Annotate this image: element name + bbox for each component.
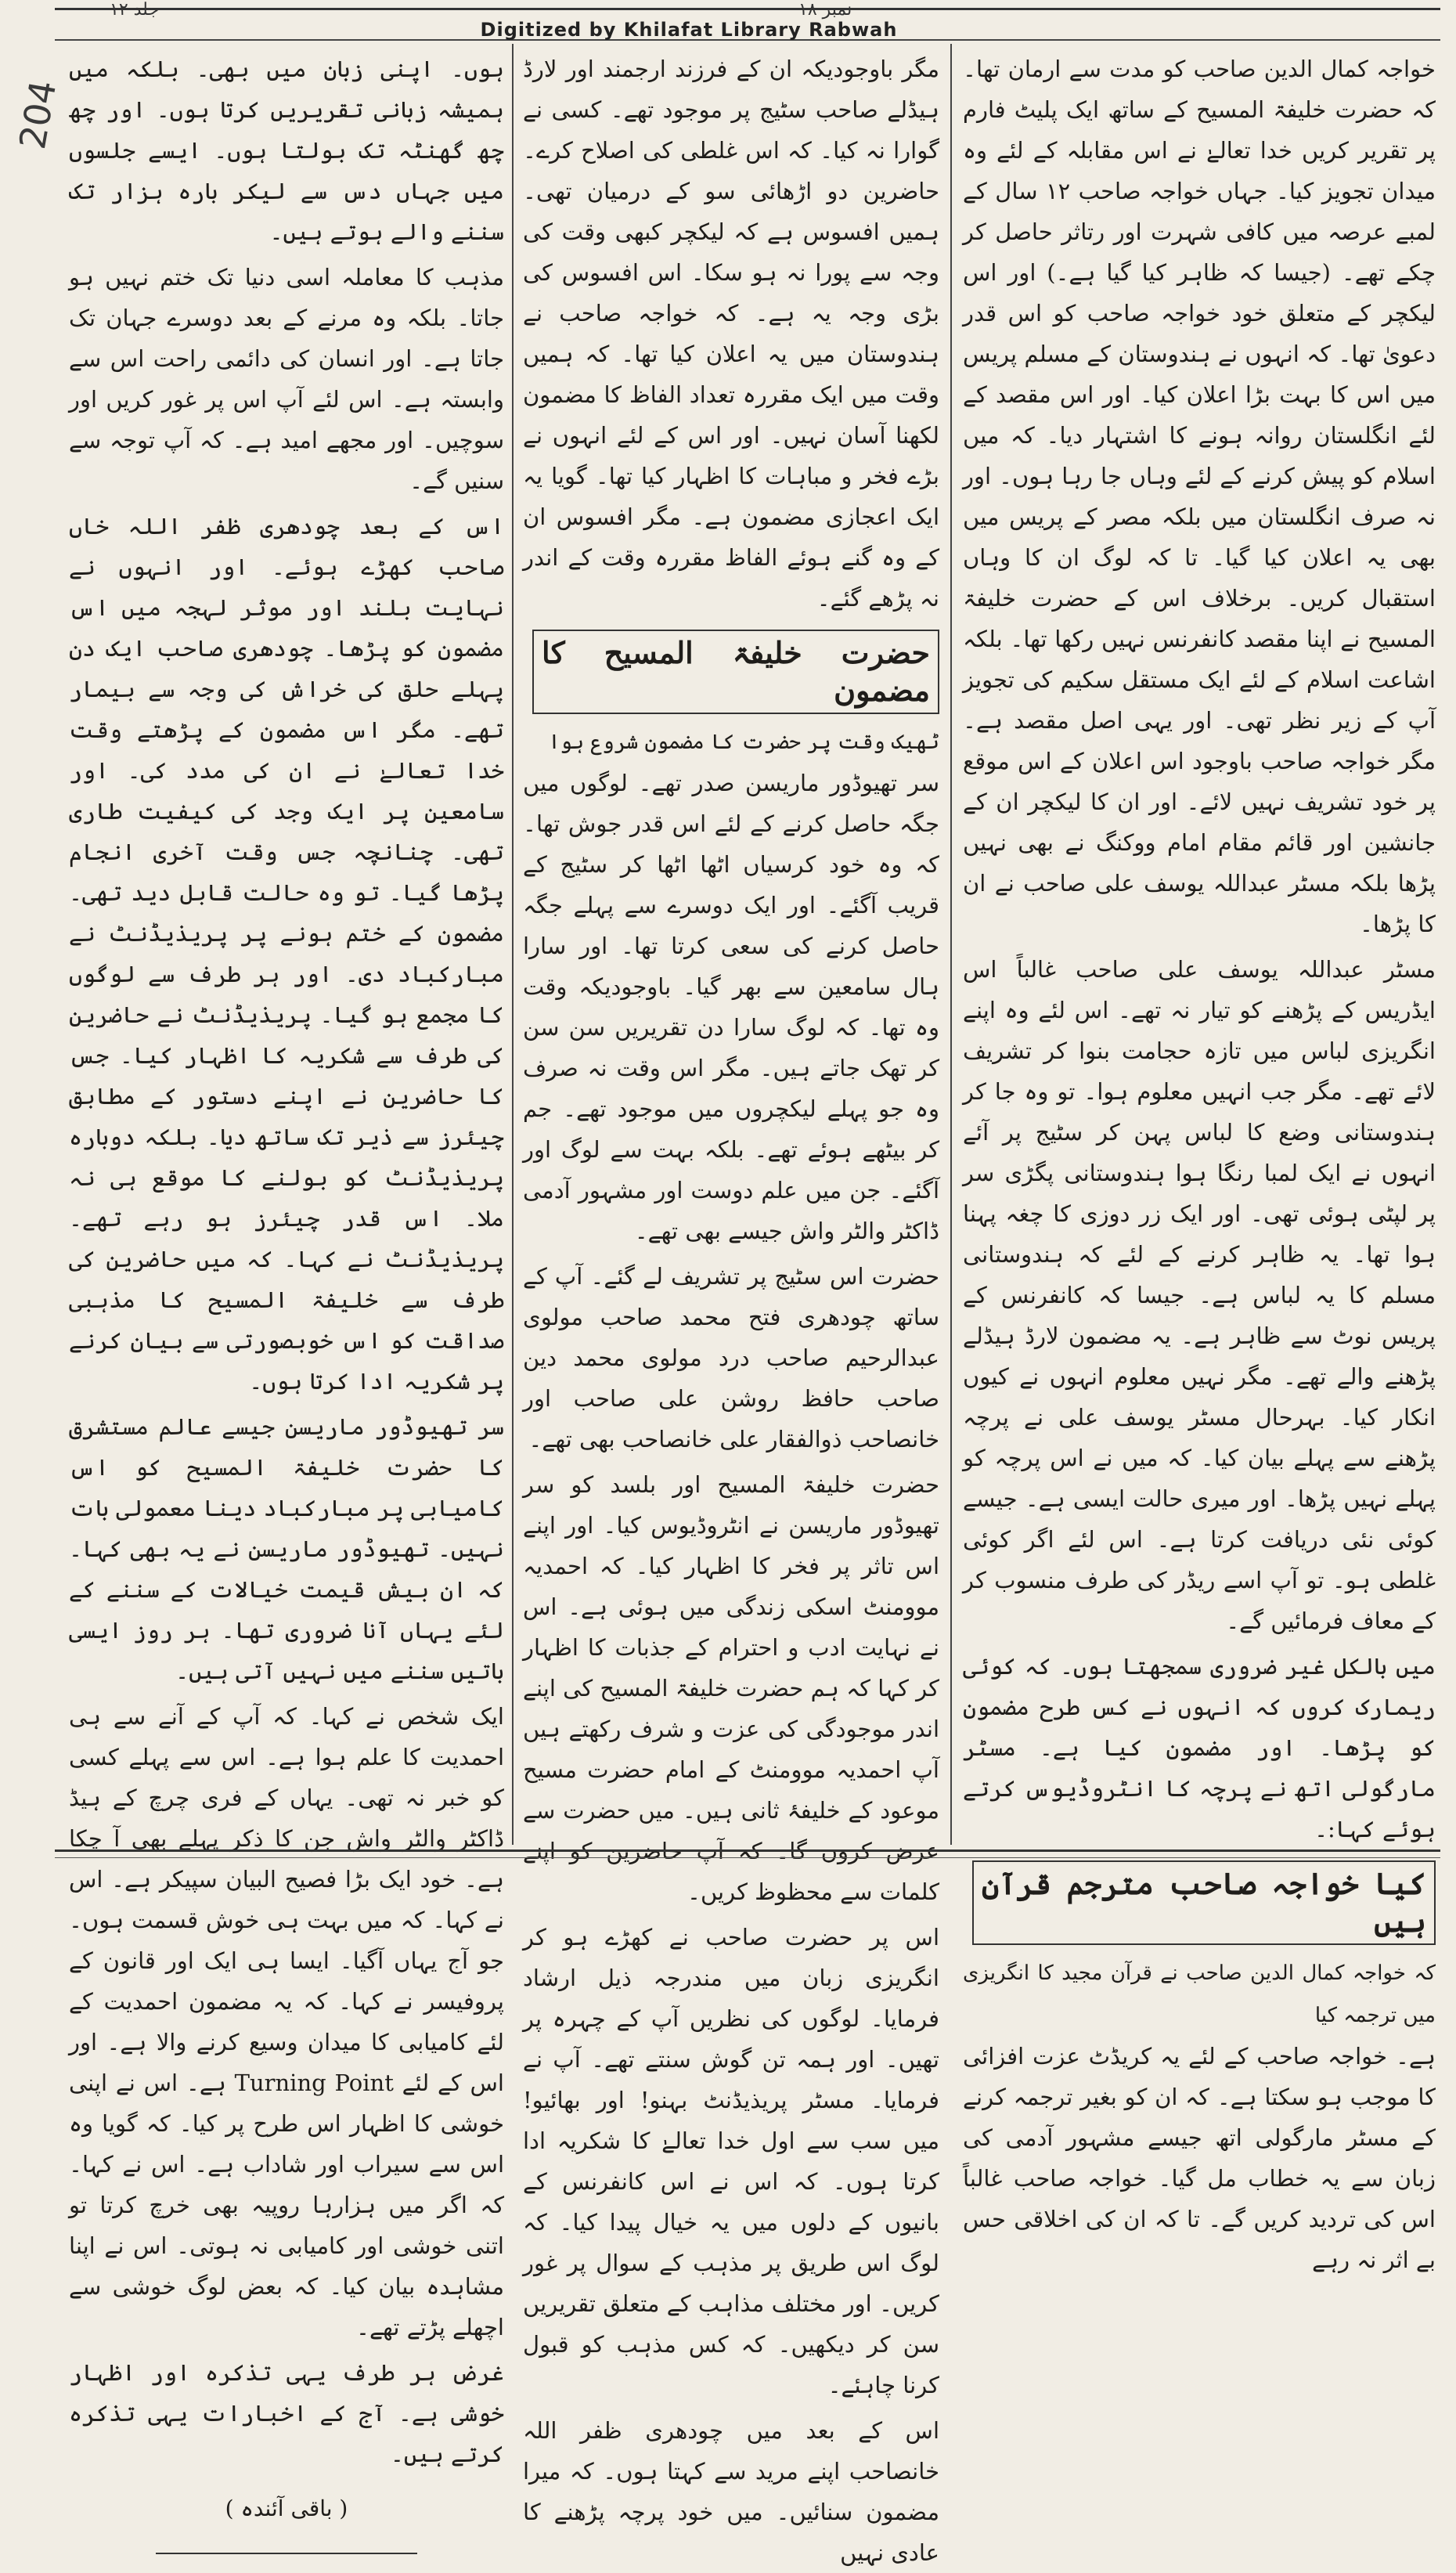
bottom-rule-secondary — [55, 1857, 1440, 1858]
header-fragment-right: نمبر ۱۸ — [798, 0, 852, 20]
paragraph: اس کے بعد چودھری ظفر اللہ خاں صاحب کھڑے ہوئے۔ اور انہوں نے نہایت بلند اور موثر لہجہ میں اس مضمون کو پڑھا۔ چودھری صاحب ایک دن پہلے حلق کی خراش کی وجہ سے بیمار تھے۔ مگر اس مضمون کے پڑھتے وقت خدا تعالےٰ نے ان کی مدد کی۔ اور سامعین پر ایک وجد کی کیفیت طاری تھی۔ چنانچہ جس وقت آخری انجام پڑھا گیا۔ تو وہ حالت قابل دید تھی۔ مضمون کے ختم ہونے پر پریذیڈنٹ نے مبارکباد دی۔ اور ہر طرف سے لوگوں کا مجمع ہو گیا۔ پریذیڈنٹ نے حاضرین کی طرف سے شکریہ کا اظہار کیا۔ جس کا حاضرین نے اپنے دستور کے مطابق چیئرز سے ذیر تک ساتھ دیا۔ بلکہ دوبارہ پریذیڈنٹ کو بولنے کا موقع ہی نہ ملا۔ اس قدر چیئرز ہو رہے تھے۔ پریذیڈنٹ نے کہا۔ کہ میں حاضرین کی طرف سے خلیفۃ المسیح کا مذہبی صداقت کو اس خوبصورتی سے بیان کرنے پر شکریہ ادا کرتا ہوں۔ — [69, 513, 504, 1395]
section-heading-block — [963, 1854, 1436, 2036]
continued-signoff: ( باقی آئندہ ) — [225, 2495, 348, 2521]
paragraph: حضرت خلیفۃ المسیح اور بلسد کو سر تھیوڈور ماریسن نے انٹروڈیوس کیا۔ اور اپنے اس تاثر پر فخر کا اظہار کیا۔ کہ احمدیہ موومنٹ اسکی زندگی میں ہوئی ہے۔ اس نے نہایت ادب و احترام کے جذبات کا اظہار کر کہا کہ ہم حضرت خلیفۃ المسیح کی اپنے اندر موجودگی کی عزت و شرف رکھتے ہیں آپ احمدیہ موومنٹ کے امام حضرت مسیح موعود کے خلیفۂ ثانی ہیں۔ میں حضرت سے عرض کروں گا۔ کہ آپ حاضرین کو اپنے کلمات سے محظوظ کریں۔ — [523, 1471, 939, 1905]
paragraph: مذہب کا معاملہ اسی دنیا تک ختم نہیں ہو جاتا۔ بلکہ وہ مرنے کے بعد دوسرے جہان تک جاتا ہے۔ اور انسان کی دائمی راحت اس سے وابستہ ہے۔ اس لئے آپ اس پر غور کریں اور سوچیں۔ اور مجھے امید ہے۔ کہ آپ توجہ سے سنیں گے۔ — [69, 264, 504, 494]
paragraph: میں بالکل غیر ضروری سمجھتا ہوں۔ کہ کوئی ریمارک کروں کہ انہوں نے کس طرح مضمون کو پڑھا۔ اور مضمون کیا ہے۔ مسٹر مارگولی اتھ نے پرچہ کا انٹروڈیوس کرتے ہوئے کہا:۔ — [963, 1653, 1436, 1842]
end-rule — [156, 2553, 417, 2554]
paragraph: اس پر حضرت صاحب نے کھڑے ہو کر انگریزی زبان میں مندرجہ ذیل ارشاد فرمایا۔ لوگوں کی نظریں آپ کے چہرہ پر تھیں۔ اور ہمہ تن گوش سنتے تھے۔ آپ نے فرمایا۔ مسٹر پریذیڈنٹ بہنو! اور بھائیو! میں سب سے اول خدا تعالےٰ کا شکریہ ادا کرتا ہوں۔ کہ اس نے اس کانفرنس کے بانیوں کے دلوں میں یہ خیال پیدا کیا۔ کہ لوگ اس طریق پر مذہب کے سوال پر غور کریں۔ اور مختلف مذاہب کے متعلق تقریریں سن کر دیکھیں۔ کہ کس مذہب کو قبول کرنا چاہئے۔ — [523, 1924, 939, 2398]
paragraph: سر تھیوڈور ماریسن جیسے عالم مستشرق کا حضرت خلیفۃ المسیح کو اس کامیابی پر مبارکباد دینا معمولی بات نہیں۔ تھیوڈور ماریسن نے یہ بھی کہا۔ کہ ان بیش قیمت خیالات کے سننے کے لئے یہاں آنا ضروری تھا۔ ہر روز ایسی باتیں سننے میں نہیں آتی ہیں۔ — [69, 1413, 504, 1684]
header-fragment-left: جلد ۱۲ — [110, 0, 160, 20]
column-middle — [517, 49, 946, 2566]
heading-side-text: ٹھیک وقت پر حضرت کا مضمون شروع ہوا — [548, 731, 939, 754]
bottom-rule — [55, 1849, 1440, 1852]
paragraph: ایک شخص نے کہا۔ کہ آپ کے آنے سے ہی احمدیت کا علم ہوا ہے۔ اس سے پہلے کسی کو خبر نہ تھی۔ یہاں کے فری چرچ کے ہیڈ ڈاکٹر والٹر واش جن کا ذکر پہلے بھی آ چکا ہے۔ خود ایک بڑا فصیح البیان سپیکر ہے۔ اس نے کہا۔ کہ میں بہت ہی خوش قسمت ہوں۔ جو آج یہاں آگیا۔ ایسا ہی ایک اور قانون کے پروفیسر نے کہا۔ کہ یہ مضمون احمدیت کے لئے کامیابی کا میدان وسیع کرنے والا ہے۔ اور اس کے لئے Turning Point ہے۔ اس نے اپنی خوشی کا اظہار اس طرح پر کیا۔ کہ گویا وہ اس سے سیراب اور شاداب ہے۔ اس نے کہا۔ کہ اگر میں ہزارہا روپیہ بھی خرچ کرتا تو اتنی خوشی اور کامیابی نہ ہوتی۔ اس نے اپنا مشاہدہ بیان کیا۔ کہ بعض لوگ خوشی سے اچھلے پڑتے تھے۔ — [69, 1703, 504, 2340]
section-heading: حضرت خلیفۃ المسیح کا مضمون — [532, 630, 939, 714]
handwritten-page-number: 204 — [11, 77, 65, 153]
paragraph: اس کے بعد میں چودھری ظفر اللہ خانصاحب اپنے مرید سے کہتا ہوں۔ کہ میرا مضمون سنائیں۔ میں خود پرچہ پڑھنے کا عادی نہیں — [523, 2417, 939, 2566]
column-right — [957, 49, 1442, 2273]
paragraph: ہوں۔ اپنی زبان میں بھی۔ بلکہ میں ہمیشہ زبانی تقریریں کرتا ہوں۔ اور چھ چھ گھنٹہ تک بولتا ہوں۔ ایسے جلسوں میں جہاں دس سے لیکر بارہ ہزار تک سننے والے ہوتے ہیں۔ — [69, 56, 504, 245]
section-heading: کیا خواجہ صاحب مترجم قرآن ہیں — [972, 1860, 1436, 1945]
paragraph: سر تھیوڈور ماریسن صدر تھے۔ لوگوں میں جگہ حاصل کرنے کے لئے اس قدر جوش تھا۔ کہ وہ خود کرسیاں اٹھا اٹھا کر سٹیج کے قریب آگئے۔ اور ایک دوسرے سے پہلے جگہ حاصل کرنے کی سعی کرتا تھا۔ اور سارا ہال سامعین سے بھر گیا۔ باوجودیکہ وقت وہ تھا۔ کہ لوگ سارا دن تقریریں سن سن کر تھک جاتے ہیں۔ مگر اس وقت نہ صرف وہ جو پہلے لیکچروں میں موجود تھے۔ جم کر بیٹھے ہوئے تھے۔ بلکہ بہت سے لوگ اور آگئے۔ جن میں علم دوست اور مشہور آدمی ڈاکٹر والٹر واش جیسے بھی تھے۔ — [523, 770, 939, 1244]
paragraph: مسٹر عبداللہ یوسف علی صاحب غالباً اس ایڈریس کے پڑھنے کو تیار نہ تھے۔ اس لئے وہ اپنے انگریزی لباس میں تازہ حجامت بنوا کر تشریف لائے تھے۔ مگر جب انہیں معلوم ہوا۔ تو وہ جا کر ہندوستانی وضع کا لباس پہن کر سٹیج پر آئے انہوں نے ایک لمبا رنگا ہوا ہندوستانی پگڑی سر پر لپٹی ہوئی تھی۔ اور ایک زر دوزی کا چغہ پہنا ہوا تھا۔ یہ ظاہر کرنے کے لئے کہ ہندوستانی مسلم کا یہ لباس ہے۔ جیسا کہ کانفرنس کے پریس نوٹ سے ظاہر ہے۔ یہ مضمون لارڈ ہیڈلے پڑھنے والے تھے۔ مگر نہیں معلوم انہوں نے کیوں انکار کیا۔ بہرحال مسٹر یوسف علی نے پرچہ پڑھنے سے پہلے بیان کیا۔ کہ میں نے اس پرچہ کو پہلے نہیں پڑھا۔ اور میری حالت ایسی ہے۔ جیسے کوئی نئی دریافت کرتا ہے۔ اس لئے اگر کوئی غلطی ہو۔ تو آپ اسے ریڈر کی طرف منسوب کر کے معاف فرمائیں گے۔ — [963, 956, 1436, 1634]
paragraph: حضرت اس سٹیج پر تشریف لے گئے۔ آپ کے ساتھ چودھری فتح محمد صاحب مولوی عبدالرحیم صاحب درد مولوی محمد دین صاحب حافظ روشن علی صاحب اور خانصاحب ذوالفقار علی خانصاحب بھی تھے۔ — [523, 1263, 939, 1452]
top-rule — [55, 8, 1440, 10]
digitization-watermark: Digitized by Khilafat Library Rabwah — [480, 19, 898, 41]
heading-side-text: کہ خواجہ کمال الدین صاحب نے قرآن مجید کا انگریزی میں ترجمہ کیا — [963, 1961, 1436, 2027]
paragraph: ہے۔ خواجہ صاحب کے لئے یہ کریڈٹ عزت افزائی کا موجب ہو سکتا ہے۔ کہ ان کو بغیر ترجمہ کرنے کے مسٹر مارگولی اتھ جیسے مشہور آدمی کی زبان سے یہ خطاب مل گیا۔ خواجہ صاحب غالباً اس کی تردید کریں گے۔ تا کہ ان کی اخلاقی حس بے اثر نہ رہے — [963, 2043, 1436, 2273]
column-divider-left — [512, 44, 514, 1845]
column-divider-right — [950, 44, 952, 1845]
paragraph: غرض ہر طرف یہی تذکرہ اور اظہار خوشی ہے۔ آج کے اخبارات یہی تذکرہ کرتے ہیں۔ — [69, 2359, 504, 2467]
section-heading-block — [523, 623, 939, 763]
paragraph: خواجہ کمال الدین صاحب کو مدت سے ارمان تھا۔ کہ حضرت خلیفۃ المسیح کے ساتھ ایک پلیٹ فارم پر تقریر کریں خدا تعالےٰ نے اس مقابلہ کے لئے وہ میدان تجویز کیا۔ جہاں خواجہ صاحب ۱۲ سال کے لمبے عرصہ میں کافی شہرت اور رتاثر حاصل کر چکے تھے۔ (جیسا کہ ظاہر کیا گیا ہے۔) اور اس لیکچر کے متعلق خود خواجہ صاحب کو اس قدر دعویٰ تھا۔ کہ انہوں نے ہندوستان کے مسلم پریس میں اس کا بہت بڑا اعلان کیا۔ اور اس مقصد کے لئے انگلستان روانہ ہونے کا اشتہار دیا۔ کہ میں اسلام کو پیش کرنے کے لئے وہاں جا رہا ہوں۔ اور نہ صرف انگلستان میں بلکہ مصر کے پریس میں بھی یہ اعلان کیا گیا۔ تا کہ لوگ ان کا وہاں استقبال کریں۔ برخلاف اس کے حضرت خلیفۃ المسیح نے اپنا مقصد کانفرنس نہیں رکھا تھا۔ بلکہ اشاعت اسلام کے لئے ایک مستقل سکیم کی تجویز آپ کے زیر نظر تھی۔ اور یہی اصل مقصد ہے۔ مگر خواجہ صاحب باوجود اس اعلان کے اس موقع پر خود تشریف نہیں لائے۔ اور ان کا لیکچر ان کے جانشین اور قائم مقام امام ووکنگ نے بھی نہیں پڑھا بلکہ مسٹر عبداللہ یوسف علی صاحب نے ان کا پڑھا۔ — [963, 56, 1436, 937]
column-left — [63, 49, 510, 2521]
paragraph: مگر باوجودیکہ ان کے فرزند ارجمند اور لارڈ ہیڈلے صاحب سٹیج پر موجود تھے۔ کسی نے گوارا نہ کیا۔ کہ اس غلطی کی اصلاح کرے۔ حاضرین دو اڑھائی سو کے درمیان تھی۔ ہمیں افسوس ہے کہ لیکچر کبھی وقت کی وجہ سے پورا نہ ہو سکا۔ اس افسوس کی بڑی وجہ یہ ہے۔ کہ خواجہ صاحب نے ہندوستان میں یہ اعلان کیا تھا۔ کہ ہمیں وقت میں ایک مقررہ تعداد الفاظ کا مضمون لکھنا آسان نہیں۔ اور اس کے لئے انہوں نے بڑے فخر و مباہات کا اظہار کیا تھا۔ گویا یہ ایک اعجازی مضمون ہے۔ مگر افسوس ان کے وہ گنے ہوئے الفاظ مقررہ وقت کے اندر نہ پڑھے گئے۔ — [523, 56, 939, 612]
